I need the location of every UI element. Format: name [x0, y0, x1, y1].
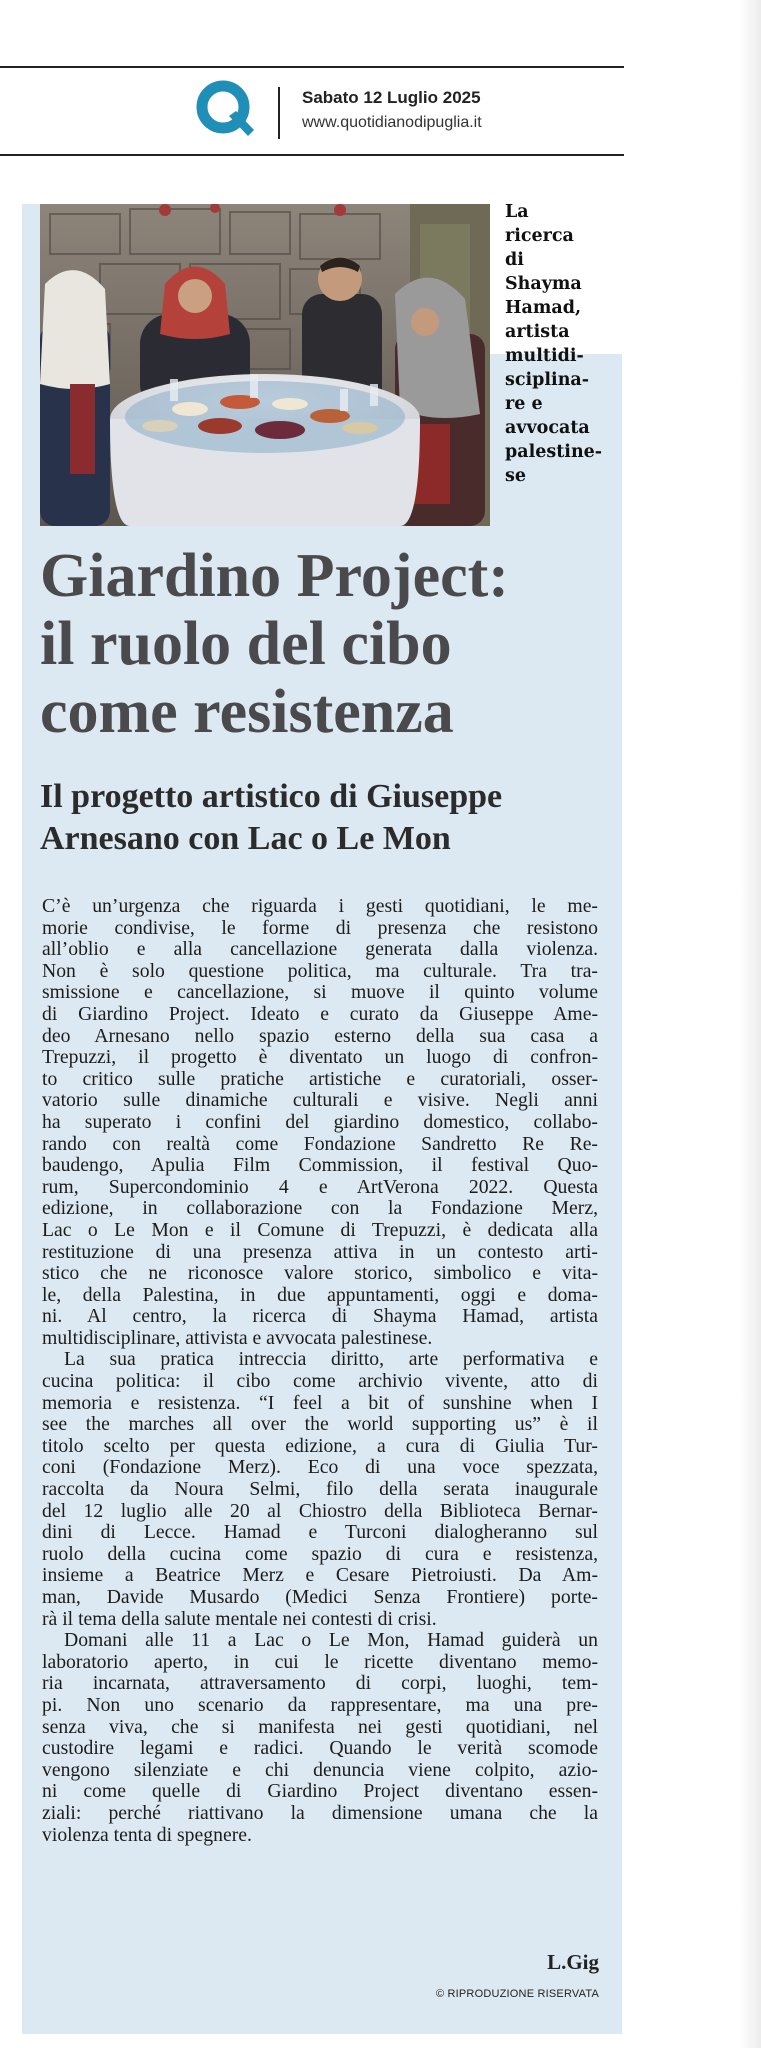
body-line: Trepuzzi, il progetto è diventato un luogo di confron-: [42, 1046, 598, 1069]
body-line: Lac o Le Mon e il Comune di Trepuzzi, è dedicata alla: [42, 1218, 598, 1241]
body-line: baudengo, Apulia Film Commission, il festival Quo-: [42, 1154, 598, 1177]
dinner-table-photo: [40, 204, 490, 526]
body-line: di Giardino Project. Ideato e curato da Giuseppe Ame-: [42, 1002, 598, 1025]
body-line: coni (Fondazione Merz). Eco di una voce spezzata,: [42, 1456, 598, 1479]
quotidiano-logo-icon: [196, 80, 256, 140]
caption-line: sciplina-: [505, 370, 590, 390]
caption-line: Hamad,: [505, 298, 582, 318]
caption-line: ricerca: [505, 226, 574, 246]
caption-line: se: [505, 466, 526, 486]
caption-line: re e: [505, 394, 543, 414]
body-line: titolo scelto per questa edizione, a cura di Giulia Tur-: [42, 1434, 598, 1457]
body-line: restituzione di una presenza attiva in un contesto arti-: [42, 1240, 598, 1263]
body-line: raccolta da Noura Selmi, filo della serata inaugurale: [42, 1478, 598, 1501]
body-line: C’è un’urgenza che riguarda i gesti quotidiani, le me-: [42, 895, 598, 917]
body-line: man, Davide Musardo (Medici Senza Frontiere) porte-: [42, 1586, 598, 1608]
body-line: del 12 luglio alle 20 al Chiostro della Biblioteca Bernar-: [42, 1499, 598, 1522]
subhead-line: Il progetto artistico di Giuseppe: [40, 778, 503, 815]
body-line: deo Arnesano nello spazio esterno della sua casa a: [42, 1024, 598, 1047]
headline-line: Giardino Project:: [40, 542, 509, 610]
caption-line: artista: [505, 322, 570, 342]
body-line: custodire legami e radici. Quando le verità scomode: [42, 1737, 598, 1760]
body-line: ni. Al centro, la ricerca di Shayma Hamad, artista: [42, 1305, 598, 1328]
header-top-rule: [0, 66, 624, 68]
body-line: Non è solo questione politica, ma culturale. Tra tra-: [42, 959, 598, 982]
author-signature: L.Gig: [547, 1950, 599, 1974]
body-line: rando con realtà come Fondazione Sandretto Re Re-: [42, 1132, 598, 1155]
body-line: La sua pratica intreccia diritto, arte performativa e: [64, 1348, 598, 1371]
body-line: memoria e resistenza. “I feel a bit of sunshine when I: [42, 1391, 598, 1414]
body-line: le, della Palestina, in due appuntamenti, oggi e doma-: [42, 1283, 598, 1306]
body-line: ni come quelle di Giardino Project diventano essen-: [42, 1780, 598, 1803]
headline-line: il ruolo del cibo: [40, 610, 452, 678]
body-line: dini di Lecce. Hamad e Turconi dialogheranno sul: [42, 1521, 598, 1544]
body-line: stico che ne riconosce valore storico, simbolico e vita-: [42, 1262, 598, 1285]
body-line: laboratorio aperto, in cui le ricette diventano memo-: [42, 1650, 598, 1673]
header-bottom-rule: [0, 154, 624, 156]
body-line: smissione e cancellazione, si muove il quinto volume: [42, 981, 598, 1004]
body-line: vatorio sulle dinamiche culturali e visive. Negli anni: [42, 1089, 598, 1112]
caption-line: La: [505, 202, 529, 222]
body-line: vengono silenziate e chi denuncia viene colpito, azio-: [42, 1758, 598, 1781]
headline-line: come resistenza: [40, 678, 454, 746]
caption-line: palestine-: [505, 442, 603, 462]
publication-date: Sabato 12 Luglio 2025: [302, 88, 481, 107]
header-divider: [278, 87, 280, 139]
caption-line: multidi-: [505, 346, 584, 366]
body-line: insieme a Beatrice Merz e Cesare Pietroiusti. Da Am-: [42, 1564, 598, 1587]
body-line: edizione, in collaborazione con la Fondazione Merz,: [42, 1197, 598, 1220]
body-line: ria incarnata, attraversamento di corpi, luoghi, tem-: [42, 1672, 598, 1695]
caption-line: Shayma: [505, 274, 582, 294]
body-line: senza viva, che si manifesta nei gesti quotidiani, nel: [42, 1715, 598, 1738]
body-line: rum, Supercondominio 4 e ArtVerona 2022. Questa: [42, 1175, 598, 1198]
publication-url: www.quotidianodipuglia.it: [302, 114, 482, 131]
caption-line: di: [505, 250, 524, 270]
body-line: pi. Non uno scenario da rappresentare, ma una pre-: [42, 1693, 598, 1716]
body-line: see the marches all over the world supporting us” è il: [42, 1413, 598, 1436]
body-line: Domani alle 11 a Lac o Le Mon, Hamad guiderà un: [64, 1629, 598, 1652]
body-line: cucina politica: il cibo come archivio vivente, atto di: [42, 1370, 598, 1393]
copyright-notice: © RIPRODUZIONE RISERVATA: [435, 1988, 599, 2000]
article-photo: [40, 204, 490, 526]
body-line: to critico sulle pratiche artistiche e curatoriali, osser-: [42, 1067, 598, 1090]
page-edge-shadow: [740, 0, 761, 2048]
body-line: rà il tema della salute mentale nei contesti di crisi.: [42, 1607, 437, 1630]
photo-caption: [505, 200, 617, 488]
body-line: morie condivise, le forme di presenza che resistono: [42, 916, 598, 939]
body-line: multidisciplinare, attivista e avvocata palestinese.: [42, 1326, 433, 1349]
article-body: [42, 896, 598, 1846]
article-subheadline: [40, 776, 620, 860]
caption-line: avvocata: [505, 418, 590, 438]
article-headline: [40, 542, 620, 746]
body-line: violenza tenta di spegnere.: [42, 1823, 252, 1846]
body-line: ha superato i confini del giardino domestico, collabo-: [42, 1110, 598, 1133]
subhead-line: Arnesano con Lac o Le Mon: [40, 820, 451, 857]
body-line: ruolo della cucina come spazio di cura e resistenza,: [42, 1542, 598, 1565]
body-line: ziali: perché riattivano la dimensione umana che la: [42, 1801, 598, 1824]
body-line: all’oblio e alla cancellazione generata dalla violenza.: [42, 938, 598, 961]
